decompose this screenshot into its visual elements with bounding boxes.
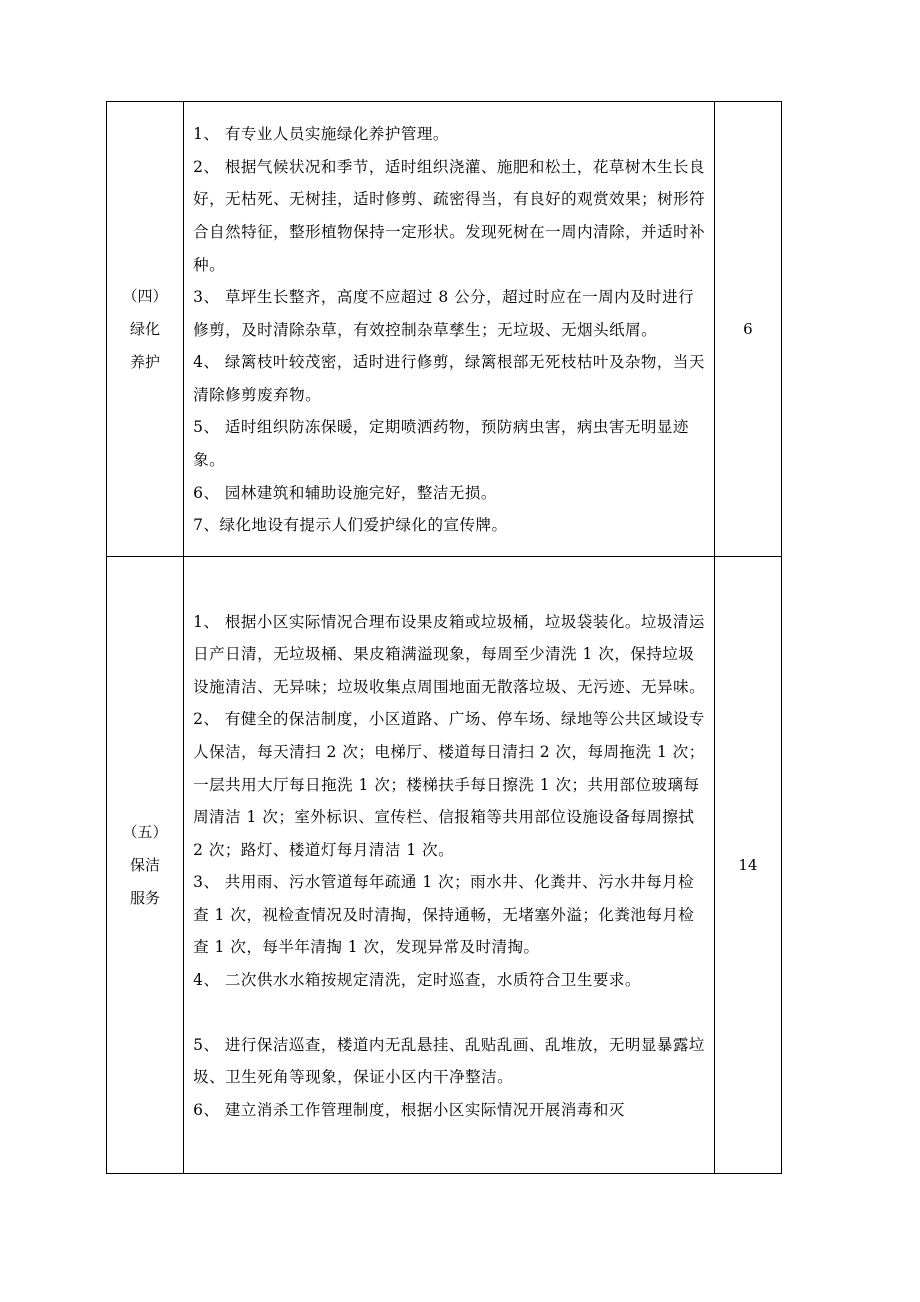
score-cell: 14	[714, 557, 781, 1174]
item-number: （四）	[122, 286, 168, 305]
score-cell: 6	[714, 102, 781, 557]
table-row-greening	[107, 102, 782, 557]
standard-clause: 4、 二次供水水箱按规定清洗，定时巡查，水质符合卫生要求。	[193, 971, 641, 990]
item-title-line2: 服务	[130, 888, 161, 907]
standard-clause: 2、 根据气候状况和季节，适时组织浇灌、施肥和松土，花草树木生长良好，无枯死、无树挂，适时修剪、疏密得当，有良好的观赏效果；树形符合自然特征，整形植物保持一定形状。发现死树在一周内清除，并适时补种。	[193, 157, 706, 274]
standard-clause: 3、 共用雨、污水管道每年疏通 1 次；雨水井、化粪井、污水井每月检查 1 次，视检查情况及时清掏，保持通畅，无堵塞外溢；化粪池每月检查 1 次，每半年清掏 1 次，发现异常及时清掏。	[193, 873, 695, 957]
item-title-line1: 绿化	[130, 319, 161, 338]
standard-clause: 1、 有专业人员实施绿化养护管理。	[193, 125, 449, 144]
standard-clause: 1、 根据小区实际情况合理布设果皮箱或垃圾桶，垃圾袋装化。垃圾清运日产日清，无垃圾桶、果皮箱满溢现象，每周至少清洗 1 次，保持垃圾设施清洁、无异味；垃圾收集点周围地面无散落垃圾、无污迹、无异味。	[193, 612, 706, 696]
standard-clause: 2、 有健全的保洁制度，小区道路、广场、停车场、绿地等公共区域设专人保洁，每天清扫 2 次；电梯厅、楼道每日清扫 2 次，每周拖洗 1 次；一层共用大厅每日拖洗 1 次；楼梯扶手每日擦洗 1 次；共用部位玻璃每周清洁 1 次；室外标识、宣传栏、信报箱等共用部位设施设备每周擦拭 2 次；路灯、楼道灯每月清洁 1 次。	[193, 710, 705, 859]
standard-clause: 6、 建立消杀工作管理制度，根据小区实际情况开展消毒和灭	[193, 1100, 625, 1119]
service-standard-table	[106, 101, 782, 1174]
standard-clause: 7、绿化地设有提示人们爱护绿化的宣传牌。	[193, 516, 508, 535]
item-name-cell	[107, 557, 184, 1174]
standard-clause: 4、 绿篱枝叶较茂密，适时进行修剪，绿篱根部无死枝枯叶及杂物，当天清除修剪废弃物。	[193, 353, 705, 404]
item-number: （五）	[122, 822, 168, 841]
item-name-cell	[107, 102, 184, 557]
standard-clause: 5、 适时组织防冻保暖，定期喷洒药物，预防病虫害，病虫害无明显迹象。	[193, 418, 689, 470]
item-title-line1: 保洁	[130, 855, 161, 874]
item-title-line2: 养护	[130, 352, 161, 371]
standard-clause: 3、 草坪生长整齐，高度不应超过 8 公分，超过时应在一周内及时进行修剪，及时清除杂草，有效控制杂草孳生；无垃圾、无烟头纸屑。	[193, 288, 695, 339]
standard-clause: 6、 园林建筑和辅助设施完好，整洁无损。	[193, 483, 497, 502]
standard-content-cell	[184, 557, 715, 1174]
table-row-cleaning	[107, 557, 782, 1174]
standard-content-cell	[184, 102, 715, 557]
blank-line	[193, 997, 708, 1029]
standard-clause: 5、 进行保洁巡查，楼道内无乱悬挂、乱贴乱画、乱堆放，无明显暴露垃圾、卫生死角等现象，保证小区内干净整洁。	[193, 1035, 705, 1087]
